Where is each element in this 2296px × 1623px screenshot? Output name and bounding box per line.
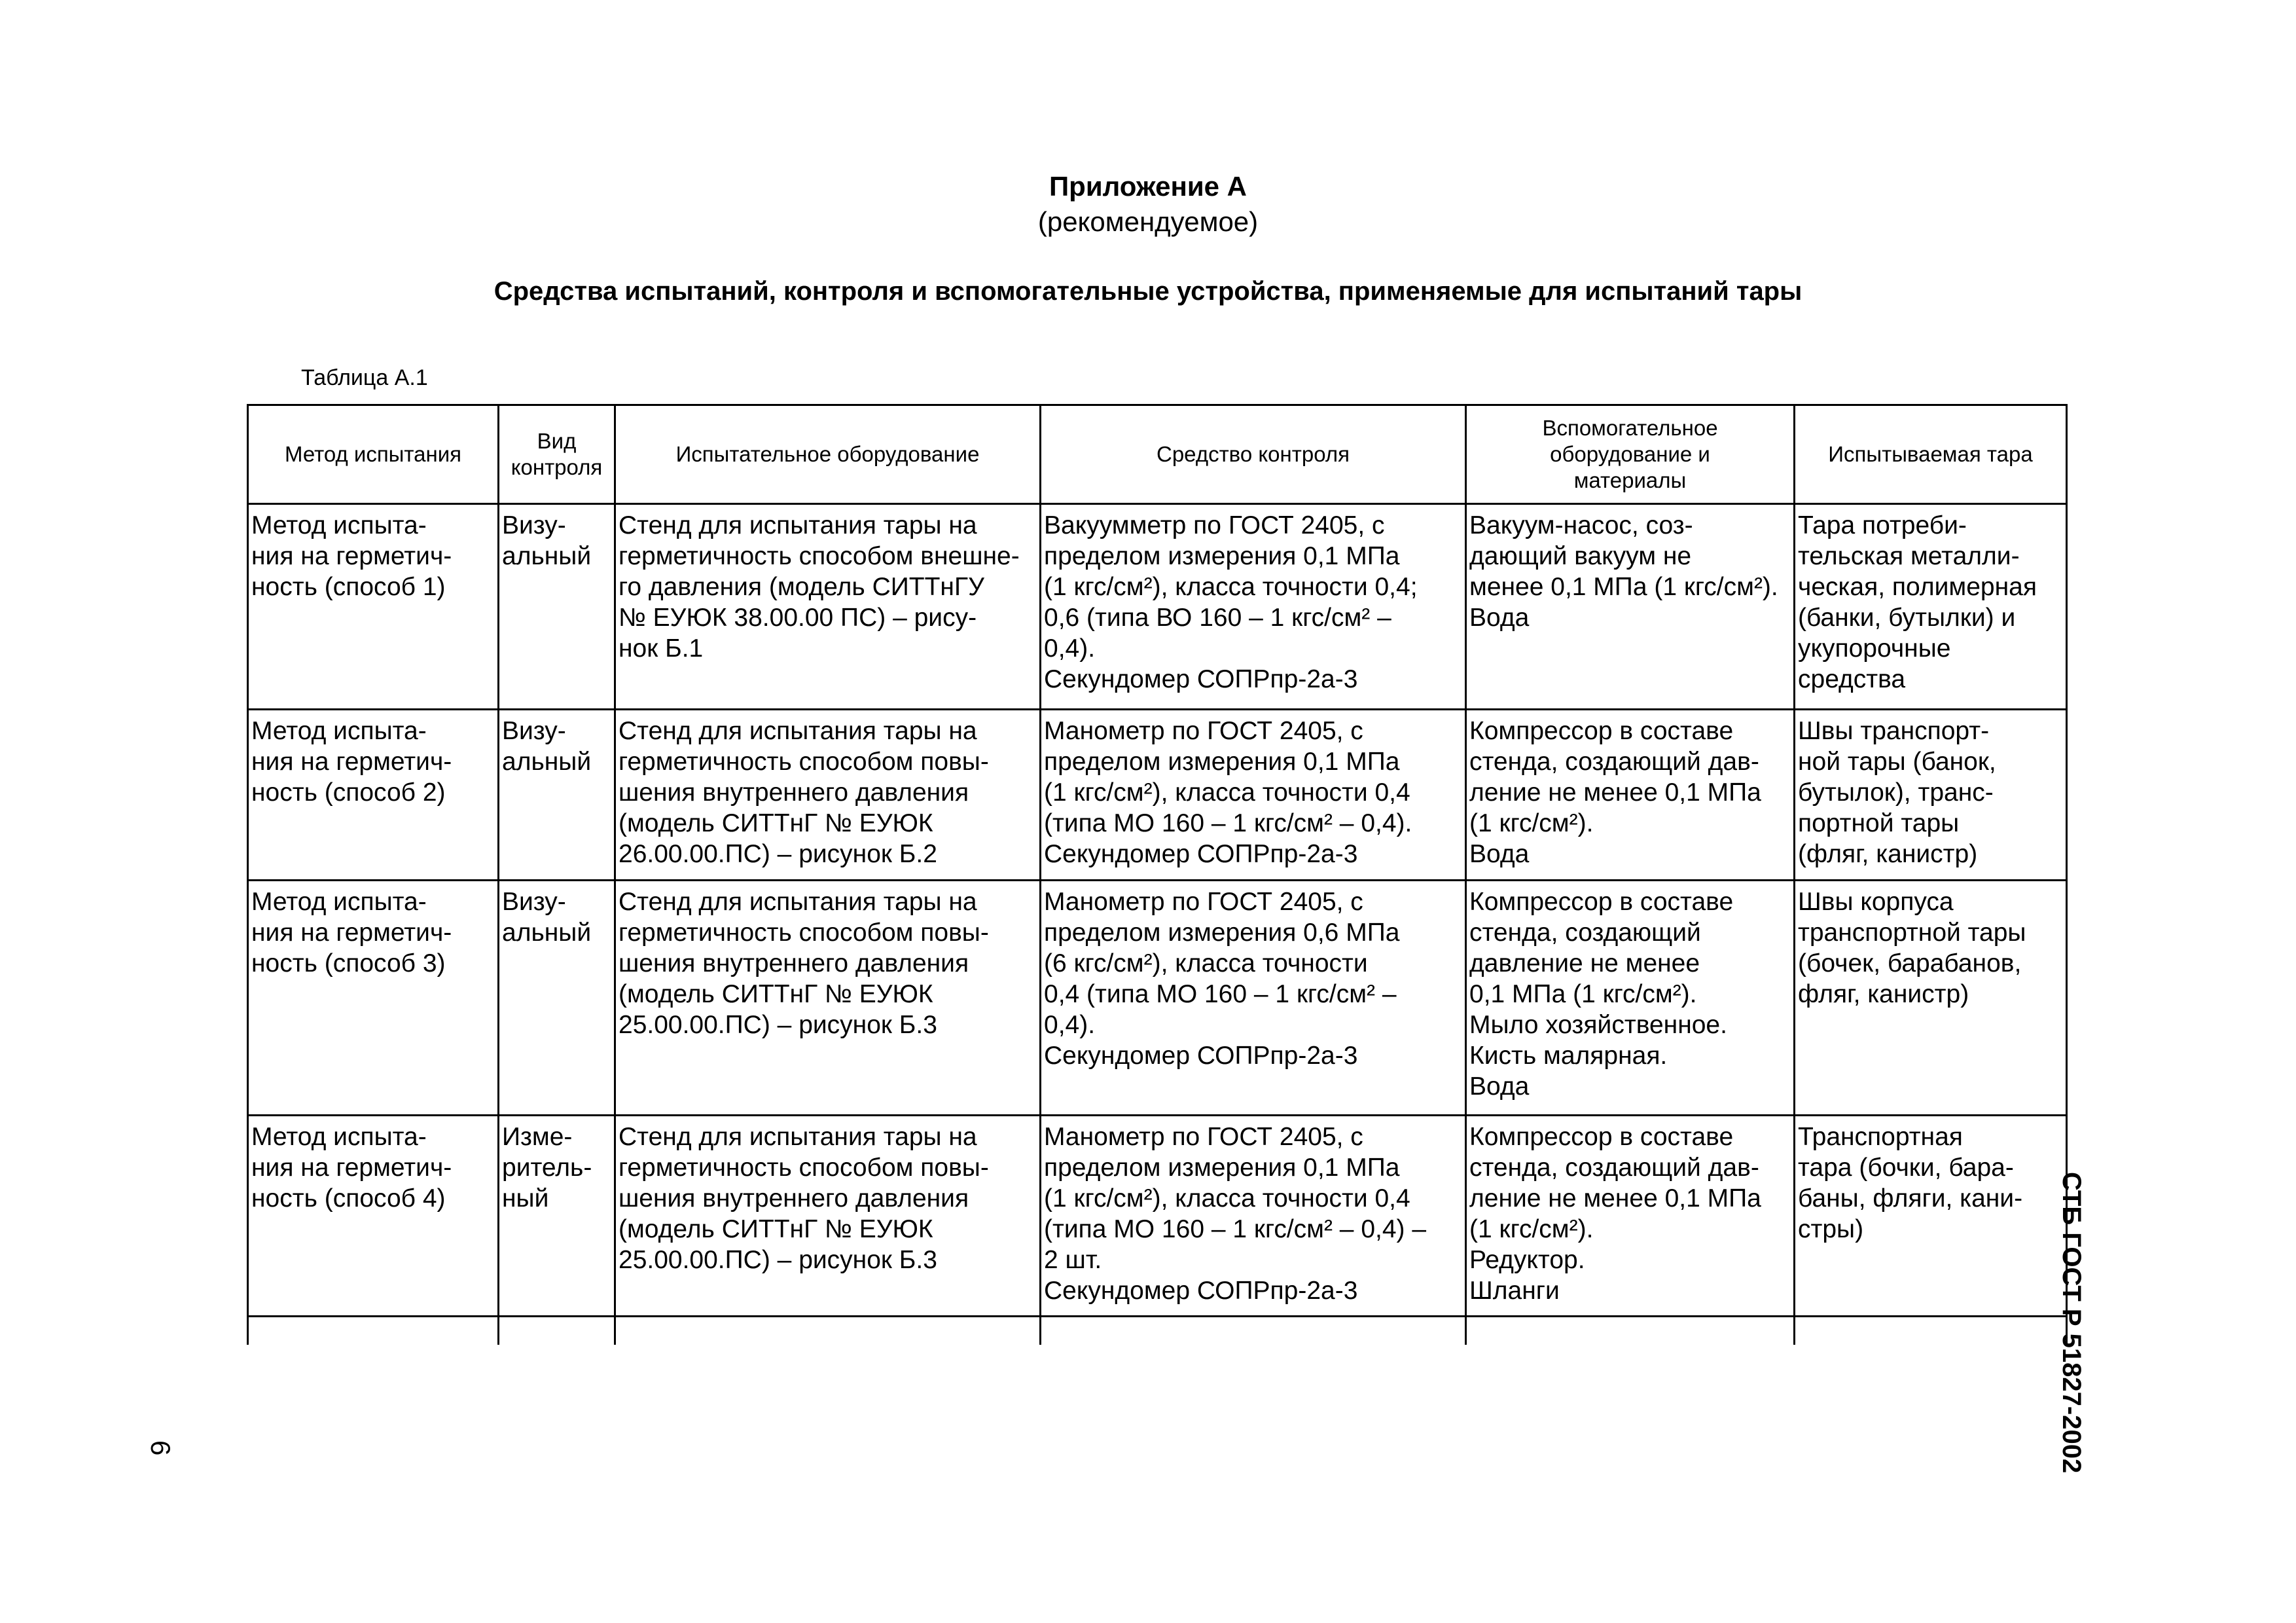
table-cell: Тара потреби- тельская металли- ческая, полимерная (банки, бутылки) и укупорочные средства — [1795, 504, 2067, 710]
main-title: Средства испытаний, контроля и вспомогательные устройства, применяемые для испытаний тары — [493, 277, 1803, 306]
table-cell: Стенд для испытания тары на герметичность способом повы- шения внутреннего давления (модель СИТТнГ № ЕУЮК 25.00.00.ПС) – рисунок Б.3 — [615, 1116, 1041, 1317]
table-cell: Метод испыта- ния на герметич- ность (способ 3) — [248, 881, 499, 1116]
annex-subtitle: (рекомендуемое) — [1037, 206, 1259, 237]
equipment-table — [247, 404, 2068, 1345]
document-code-vertical: СТБ ГОСТ Р 51827-2002 — [2057, 1172, 2086, 1474]
table-cell: Компрессор в составе стенда, создающий дав- ление не менее 0,1 МПа (1 кгс/см²). Вода — [1466, 710, 1795, 881]
table-cell: Вакуум-насос, соз- дающий вакуум не менее 0,1 МПа (1 кгс/см²). Вода — [1466, 504, 1795, 710]
table-cell: Вакуумметр по ГОСТ 2405, с пределом измерения 0,1 МПа (1 кгс/см²), класса точности 0,4; 0,6 (типа ВО 160 – 1 кгс/см² – 0,4). Секундомер СОПРпр-2а-3 — [1041, 504, 1466, 710]
page-number: 6 — [145, 1440, 176, 1456]
table-row — [248, 1116, 2067, 1317]
column-header: Вспомогательное оборудование и материалы — [1466, 405, 1795, 504]
column-header: Вид контроля — [499, 405, 615, 504]
table-header-row — [248, 405, 2067, 504]
table-cell: Транспортная тара (бочки, бара- баны, фляги, кани- стры) — [1795, 1116, 2067, 1317]
table-cell: Изме- ритель- ный — [499, 1116, 615, 1317]
table-cell — [248, 1317, 499, 1345]
table-cell: Метод испыта- ния на герметич- ность (способ 4) — [248, 1116, 499, 1317]
column-header: Метод испытания — [248, 405, 499, 504]
column-header: Средство контроля — [1041, 405, 1466, 504]
table-cell: Манометр по ГОСТ 2405, с пределом измерения 0,1 МПа (1 кгс/см²), класса точности 0,4 (типа МО 160 – 1 кгс/см² – 0,4) – 2 шт. Секундомер СОПРпр-2а-3 — [1041, 1116, 1466, 1317]
table-label: Таблица А.1 — [301, 365, 428, 390]
table-cell: Стенд для испытания тары на герметичность способом повы- шения внутреннего давления (модель СИТТнГ № ЕУЮК 26.00.00.ПС) – рисунок Б.2 — [615, 710, 1041, 881]
table-cell — [499, 1317, 615, 1345]
table-cell: Компрессор в составе стенда, создающий дав- ление не менее 0,1 МПа (1 кгс/см²). Редуктор. Шланги — [1466, 1116, 1795, 1317]
table-cell: Метод испыта- ния на герметич- ность (способ 2) — [248, 710, 499, 881]
table-row — [248, 710, 2067, 881]
table-cell: Стенд для испытания тары на герметичность способом внешне- го давления (модель СИТТнГУ № ЕУЮК 38.00.00 ПС) – рису- нок Б.1 — [615, 504, 1041, 710]
table-cell — [615, 1317, 1041, 1345]
column-header: Испытательное оборудование — [615, 405, 1041, 504]
table-cell: Манометр по ГОСТ 2405, с пределом измерения 0,6 МПа (6 кгс/см²), класса точности 0,4 (типа МО 160 – 1 кгс/см² – 0,4). Секундомер СОПРпр-2а-3 — [1041, 881, 1466, 1116]
table-cell: Компрессор в составе стенда, создающий давление не менее 0,1 МПа (1 кгс/см²). Мыло хозяйственное. Кисть малярная. Вода — [1466, 881, 1795, 1116]
column-header: Испытываемая тара — [1795, 405, 2067, 504]
table-cell: Визу- альный — [499, 710, 615, 881]
table-row — [248, 881, 2067, 1116]
annex-title: Приложение А — [1049, 171, 1247, 202]
table-cell: Манометр по ГОСТ 2405, с пределом измерения 0,1 МПа (1 кгс/см²), класса точности 0,4 (типа МО 160 – 1 кгс/см² – 0,4). Секундомер СОПРпр-2а-3 — [1041, 710, 1466, 881]
table-cell: Швы корпуса транспортной тары (бочек, барабанов, фляг, канистр) — [1795, 881, 2067, 1116]
table-cell — [1041, 1317, 1466, 1345]
table-cell: Стенд для испытания тары на герметичность способом повы- шения внутреннего давления (модель СИТТнГ № ЕУЮК 25.00.00.ПС) – рисунок Б.3 — [615, 881, 1041, 1116]
table-cell — [1466, 1317, 1795, 1345]
table-cell — [1795, 1317, 2067, 1345]
table-cell: Метод испыта- ния на герметич- ность (способ 1) — [248, 504, 499, 710]
table-cell: Визу- альный — [499, 504, 615, 710]
table-cell: Швы транспорт- ной тары (банок, бутылок), транс- портной тары (фляг, канистр) — [1795, 710, 2067, 881]
table-row — [248, 504, 2067, 710]
table-row-continuation — [248, 1317, 2067, 1345]
table-cell: Визу- альный — [499, 881, 615, 1116]
